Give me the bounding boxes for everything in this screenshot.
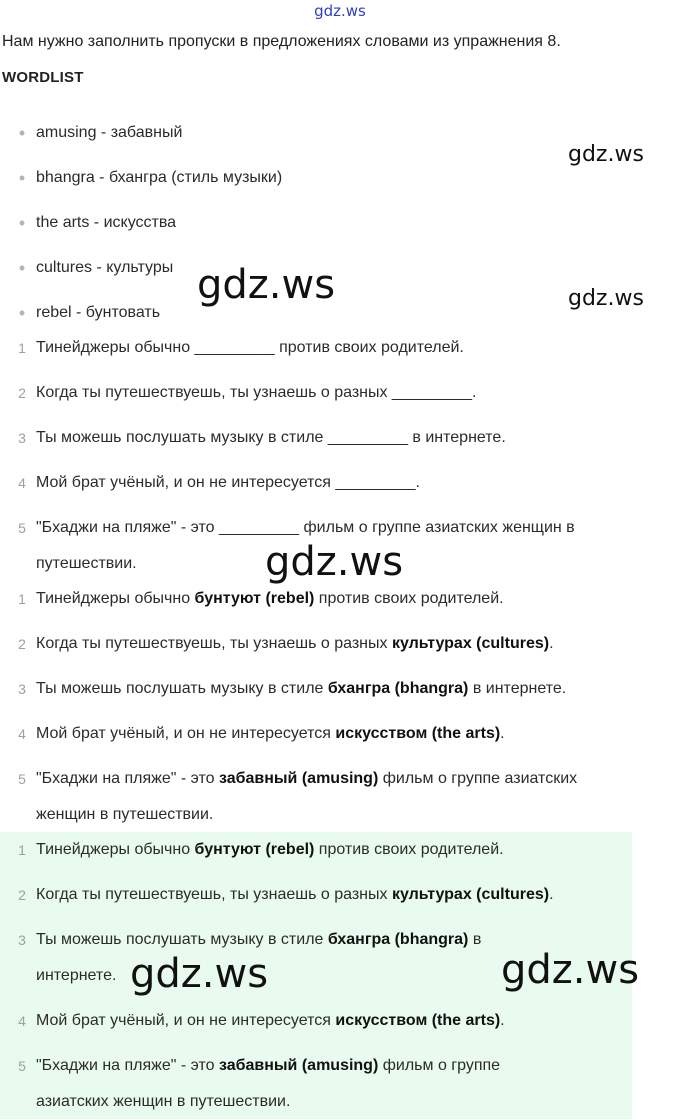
answer-sentence-cont: азиатских женщин в путешествии. xyxy=(36,1093,291,1110)
list-item: • the arts - искусства xyxy=(36,205,656,241)
answer-sentence: 1 Тинейджеры обычно бунтуют (rebel) против своих родителей. xyxy=(18,590,504,607)
list-item: • cultures - культуры xyxy=(36,250,656,286)
watermark: gdz.ws xyxy=(568,286,644,311)
bullet: • xyxy=(18,213,26,233)
list-item: • rebel - бунтовать xyxy=(36,295,656,331)
answer-sentence: 4 Мой брат учёный, и он не интересуется искусством (the arts). xyxy=(18,1012,505,1029)
blank-sentence: 1 Тинейджеры обычно _________ против своих родителей. xyxy=(18,339,464,356)
watermark: gdz.ws xyxy=(501,947,640,993)
top-watermark: gdz.ws xyxy=(314,2,366,20)
bullet: • xyxy=(18,168,26,188)
wordlist-title: WORDLIST xyxy=(2,69,84,86)
blank-sentence: 4 Мой брат учёный, и он не интересуется _________. xyxy=(18,474,420,491)
answer-sentence: 5 "Бхаджи на пляже" - это забавный (amusing) фильм о группе xyxy=(18,1057,501,1074)
answer-sentence: 5 "Бхаджи на пляже" - это забавный (amusing) фильм о группе азиатских xyxy=(18,770,578,787)
answer-sentence: 2 Когда ты путешествуешь, ты узнаешь о разных культурах (cultures). xyxy=(18,886,554,903)
answer-sentence: 3 Ты можешь послушать музыку в стиле бхангра (bhangra) в интернете. xyxy=(18,680,567,697)
list-item: • bhangra - бхангра (стиль музыки) xyxy=(36,160,656,196)
watermark: gdz.ws xyxy=(568,142,644,167)
blank-sentence: 2 Когда ты путешествуешь, ты узнаешь о разных _________. xyxy=(18,384,477,401)
answer-sentence-cont: женщин в путешествии. xyxy=(36,806,214,823)
bullet: • xyxy=(18,123,26,143)
answer-sentence: 1 Тинейджеры обычно бунтуют (rebel) против своих родителей. xyxy=(18,841,504,858)
answer-sentence: 3 Ты можешь послушать музыку в стиле бхангра (bhangra) в xyxy=(18,931,482,948)
bullet: • xyxy=(18,258,26,278)
blank-sentence-cont: путешествии. xyxy=(36,555,137,572)
bullet: • xyxy=(18,303,26,323)
intro-text: Нам нужно заполнить пропуски в предложениях словами из упражнения 8. xyxy=(2,33,561,50)
blank-sentence: 5 "Бхаджи на пляже" - это _________ фильм о группе азиатских женщин в xyxy=(18,519,575,536)
watermark: gdz.ws xyxy=(197,262,336,308)
blank-sentence: 3 Ты можешь послушать музыку в стиле _________ в интернете. xyxy=(18,429,506,446)
list-item: • amusing - забавный xyxy=(36,115,656,151)
watermark: gdz.ws xyxy=(265,539,404,585)
answer-sentence: 2 Когда ты путешествуешь, ты узнаешь о разных культурах (cultures). xyxy=(18,635,554,652)
watermark: gdz.ws xyxy=(130,951,269,997)
answer-sentence: 4 Мой брат учёный, и он не интересуется искусством (the arts). xyxy=(18,725,505,742)
answer-sentence-cont: интернете. xyxy=(36,967,117,984)
